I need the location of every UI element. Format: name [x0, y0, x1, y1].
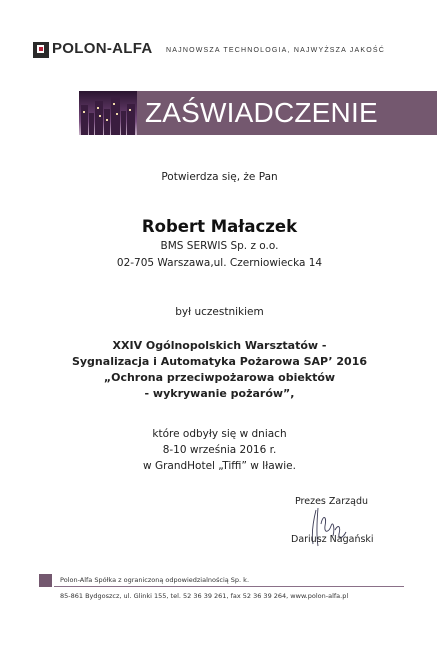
footer-address: 85-861 Bydgoszcz, ul. Glinki 155, tel. 52 36 39 261, fax 52 36 39 264, www.polon-alfa.pl: [60, 592, 349, 600]
city-skyline-image: [79, 91, 137, 135]
signatory-role: Prezes Zarządu: [295, 496, 368, 507]
signatory-name: Dariusz Nagański: [291, 534, 374, 545]
event-venue: w GrandHotel „Tiffi” w Iławie.: [143, 460, 296, 472]
footer-divider: [54, 586, 404, 587]
recipient-company: BMS SERWIS Sp. z o.o.: [160, 240, 279, 252]
signature-block: [283, 496, 393, 556]
intro-text: Potwierdza się, że Pan: [161, 171, 278, 183]
event-line-3: „Ochrona przeciwpożarowa obiektów: [103, 371, 336, 384]
recipient-address: 02-705 Warszawa,ul. Czerniowiecka 14: [116, 257, 323, 269]
document-title: ZAŚWIADCZENIE: [145, 97, 378, 128]
event-dates: 8-10 września 2016 r.: [162, 444, 277, 456]
event-line-2: Sygnalizacja i Automatyka Pożarowa SAP’ 2016: [71, 355, 368, 368]
brand-slogan: NAJNOWSZA TECHNOLOGIA, NAJWYŻSZA JAKOŚĆ: [166, 47, 385, 54]
title-banner: [79, 91, 437, 135]
participant-text: był uczestnikiem: [175, 306, 264, 318]
recipient-name: Robert Małaczek: [141, 217, 298, 236]
event-line-4: - wykrywanie pożarów”,: [144, 387, 295, 400]
event-dates-intro: które odbyły się w dniach: [152, 428, 287, 440]
footer-company: Polon-Alfa Spółka z ograniczoną odpowiedzialnością Sp. k.: [60, 576, 250, 584]
footer-accent-square: [39, 574, 52, 587]
event-line-1: XXIV Ogólnopolskich Warsztatów -: [112, 339, 327, 352]
polon-alfa-logo-icon: [33, 42, 49, 58]
brand-name: POLON-ALFA: [52, 40, 153, 57]
